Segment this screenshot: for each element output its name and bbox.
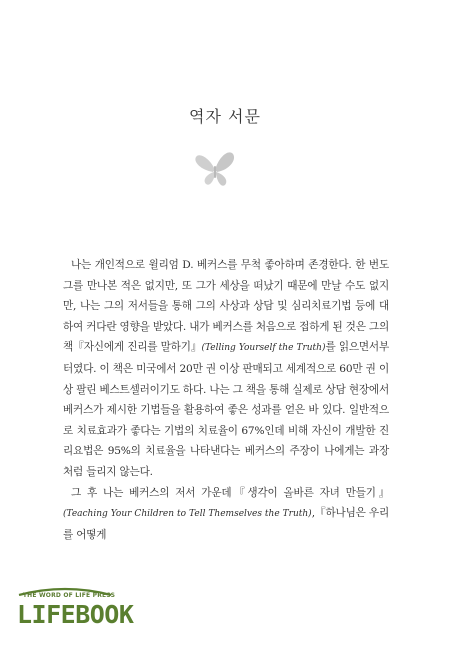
butterfly-icon bbox=[193, 148, 237, 188]
logo-arc-text: THE WORD OF LIFE PRESS bbox=[22, 592, 116, 599]
paragraph-1 bbox=[63, 255, 389, 483]
preface-body bbox=[63, 255, 389, 545]
paragraph-2-text-a: 그 후 나는 베커스의 저서 가운데『생각이 올바른 자녀 만들기』 bbox=[71, 486, 389, 499]
paragraph-1-english-title: (Telling Yourself the Truth) bbox=[201, 343, 326, 354]
paragraph-2-text-b: ,『하나님은 우리를 어떻게 bbox=[63, 507, 389, 541]
paragraph-1-text-a: 나는 개인적으로 윌리엄 D. 베커스를 무척 좋아하며 존경한다. 한 번도 그를 만나본 적은 없지만, 또 그가 세상을 떠났기 때문에 만날 수도 없지만, 나는 그의 저서들을 통해 그의 사상과 상담 및 심리치료기법 등에 대하여 커다란 영향을 받았다. 내가 베커스를 처음으로 접하게 된 것은 그의 책『자신에게 진리를 말하기』 bbox=[63, 259, 389, 354]
logo-wordmark: LIFEBOOK bbox=[17, 600, 134, 629]
publisher-logo bbox=[15, 582, 134, 634]
paragraph-2-english-title: (Teaching Your Children to Tell Themselves the Truth) bbox=[63, 509, 312, 520]
page-title: 역자 서문 bbox=[189, 107, 261, 126]
paragraph-2 bbox=[63, 483, 389, 546]
paragraph-1-text-b: 를 읽으면서부터였다. 이 책은 미국에서 20만 권 이상 판매되고 세계적으로 60만 권 이상 팔린 베스트셀러이기도 하다. 나는 그 책을 통해 실제로 상담 현장에서 베커스가 제시한 기법들을 활용하여 좋은 성과를 얻은 바 있다. 일반적으로 치료효과가 좋다는 기법의 치료율이 67%인데 비해 자신이 개발한 진리요법은 95%의 치료율을 나타낸다는 베커스의 주장이 나에게는 과장처럼 들리지 않는다. bbox=[63, 341, 389, 478]
